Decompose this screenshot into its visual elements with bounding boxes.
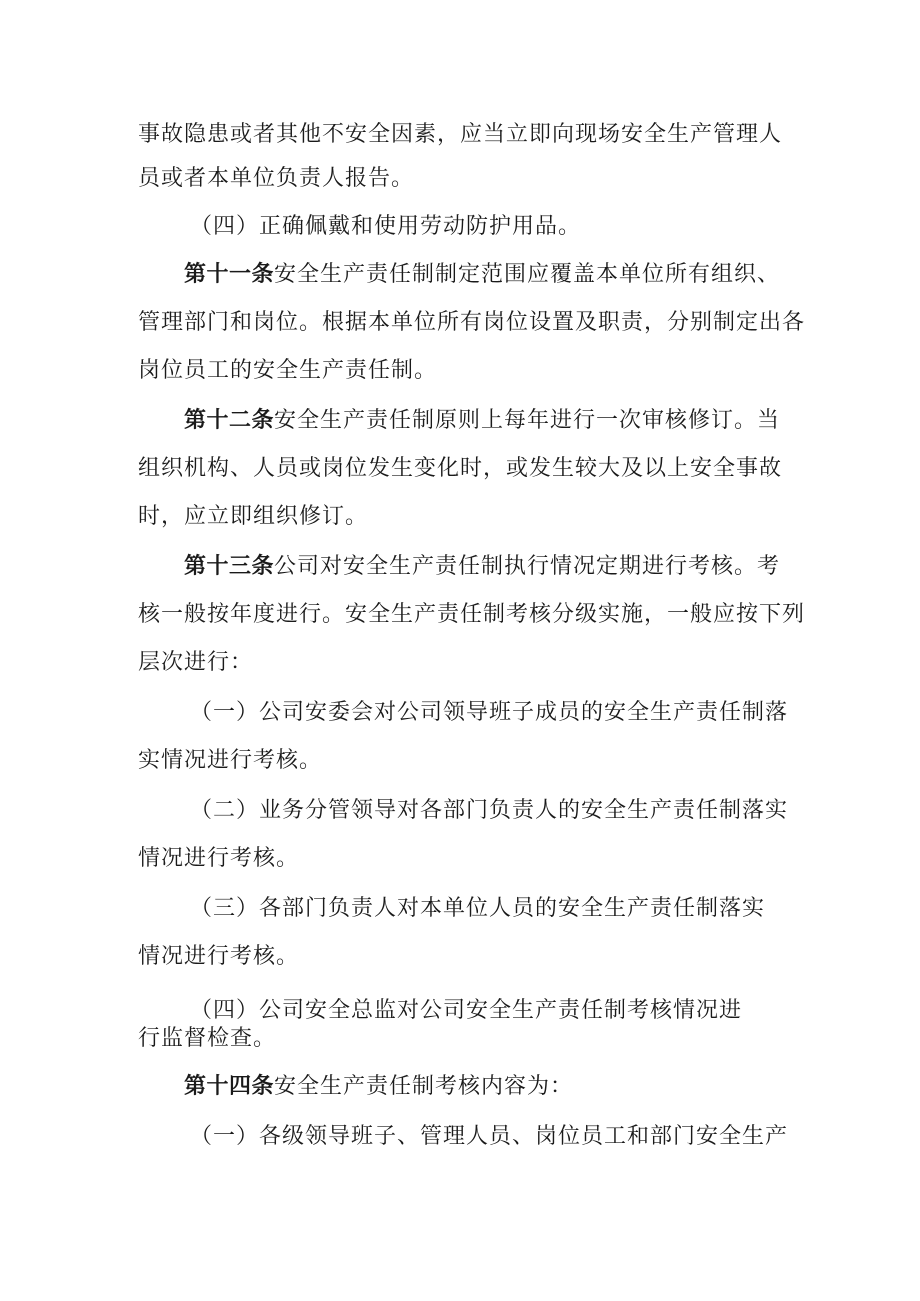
article-13-line bbox=[184, 552, 780, 582]
paragraph-line: （四）公司安全总监对公司安全生产责任制考核情况进 bbox=[190, 998, 743, 1023]
article-14-line bbox=[184, 1072, 573, 1102]
article-11-heading: 第十一条 bbox=[184, 262, 275, 287]
paragraph-line: 核一般按年度进行。安全生产责任制考核分级实施，一般应按下列 bbox=[138, 602, 806, 627]
paragraph-line: （三）各部门负责人对本单位人员的安全生产责任制落实 bbox=[190, 896, 766, 921]
paragraph-line: （一）各级领导班子、管理人员、岗位员工和部门安全生产 bbox=[190, 1124, 789, 1149]
article-11-line bbox=[184, 260, 780, 290]
paragraph-line: 岗位员工的安全生产责任制。 bbox=[138, 358, 438, 383]
article-13-heading: 第十三条 bbox=[184, 554, 275, 579]
article-14-text: 安全生产责任制考核内容为： bbox=[274, 1074, 574, 1099]
paragraph-line: 实情况进行考核。 bbox=[138, 748, 323, 773]
article-12-text: 安全生产责任制原则上每年进行一次审核修订。当 bbox=[274, 408, 781, 433]
paragraph-line: （四）正确佩戴和使用劳动防护用品。 bbox=[190, 214, 582, 239]
paragraph-line: 时，应立即组织修订。 bbox=[138, 504, 369, 529]
paragraph-line: 情况进行考核。 bbox=[138, 846, 300, 871]
paragraph-line: 事故隐患或者其他不安全因素，应当立即向现场安全生产管理人 bbox=[138, 122, 783, 147]
paragraph-line: 管理部门和岗位。根据本单位所有岗位设置及职责，分别制定出各 bbox=[138, 310, 806, 335]
paragraph-line: 情况进行考核。 bbox=[138, 944, 300, 969]
paragraph-line: （一）公司安委会对公司领导班子成员的安全生产责任制落 bbox=[190, 700, 789, 725]
article-12-line bbox=[184, 406, 780, 436]
article-13-text: 公司对安全生产责任制执行情况定期进行考核。考 bbox=[274, 554, 781, 579]
paragraph-line: 员或者本单位负责人报告。 bbox=[138, 166, 415, 191]
article-11-text: 安全生产责任制制定范围应覆盖本单位所有组织、 bbox=[274, 262, 781, 287]
paragraph-line: （二）业务分管领导对各部门负责人的安全生产责任制落实 bbox=[190, 798, 789, 823]
article-14-heading: 第十四条 bbox=[184, 1074, 275, 1099]
article-12-heading: 第十二条 bbox=[184, 408, 275, 433]
paragraph-line: 组织机构、人员或岗位发生变化时，或发生较大及以上安全事故 bbox=[138, 456, 783, 481]
paragraph-line: 行监督检查。 bbox=[138, 1026, 277, 1051]
paragraph-line: 层次进行： bbox=[138, 650, 254, 675]
